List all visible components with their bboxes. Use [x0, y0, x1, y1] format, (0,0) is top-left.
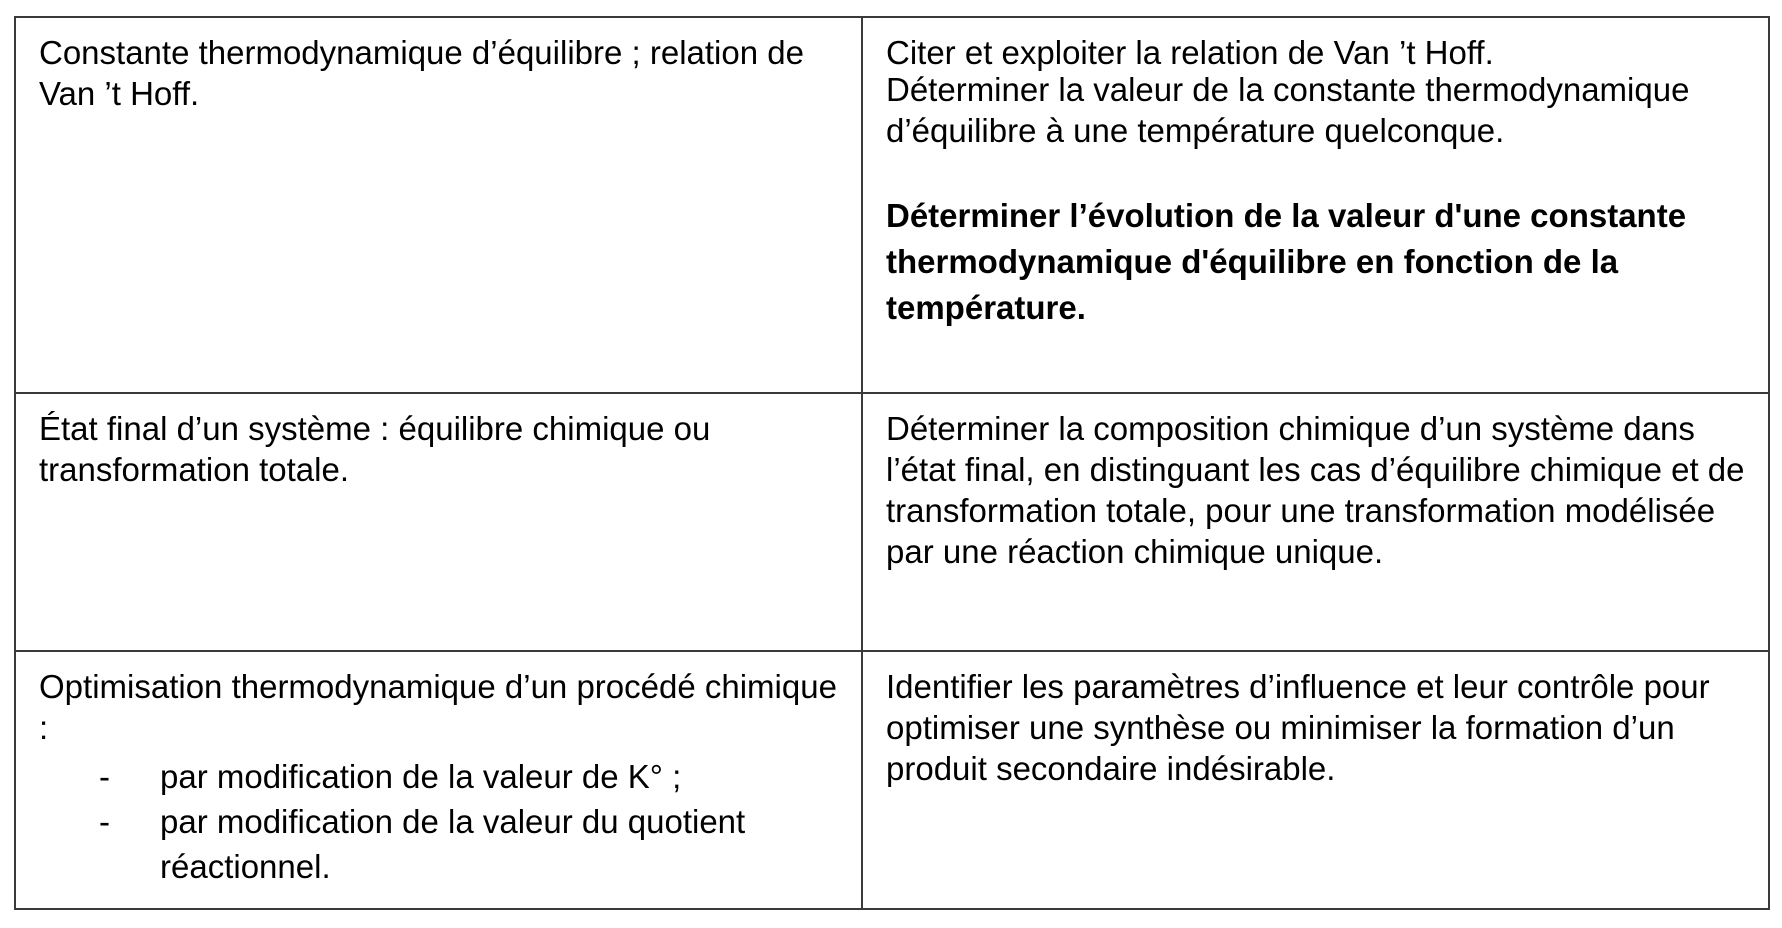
notion-cell	[15, 17, 862, 393]
list-item-text: par modification de la valeur du quotient réactionnel.	[160, 803, 746, 885]
notion-text: Constante thermodynamique d’équilibre ; relation de Van ’t Hoff.	[39, 34, 804, 112]
dash-bullet: -	[99, 758, 110, 795]
program-table	[14, 16, 1770, 910]
table-row	[15, 17, 1769, 393]
capacity-text: Citer et exploiter la relation de Van ’t Hoff.	[886, 34, 1494, 71]
notion-list	[39, 754, 839, 889]
capacity-text: Déterminer la composition chimique d’un système dans l’état final, en distinguant les cas d’équilibre chimique et de transformation totale, pour une transformation modélisée par une réaction chimique unique.	[886, 410, 1745, 570]
table-row	[15, 393, 1769, 651]
notion-cell	[15, 393, 862, 651]
paragraph-spacer	[886, 151, 1746, 193]
notion-cell	[15, 651, 862, 909]
list-item	[39, 754, 839, 799]
capacity-text: Identifier les paramètres d’influence et leur contrôle pour optimiser une synthèse ou minimiser la formation d’un produit secondaire indésirable.	[886, 668, 1710, 787]
notion-text: Optimisation thermodynamique d’un procédé chimique :	[39, 668, 837, 746]
capacity-cell	[862, 17, 1769, 393]
capacity-bold-text: Déterminer l’évolution de la valeur d'une constante thermodynamique d'équilibre en fonction de la température.	[886, 197, 1687, 326]
notion-text: État final d’un système : équilibre chimique ou transformation totale.	[39, 410, 711, 488]
table-row	[15, 651, 1769, 909]
capacity-cell	[862, 651, 1769, 909]
capacity-cell	[862, 393, 1769, 651]
list-item	[39, 799, 839, 889]
list-item-text: par modification de la valeur de K° ;	[160, 758, 682, 795]
dash-bullet: -	[99, 803, 110, 840]
capacity-text: Déterminer la valeur de la constante thermodynamique d’équilibre à une température quelconque.	[886, 71, 1690, 149]
